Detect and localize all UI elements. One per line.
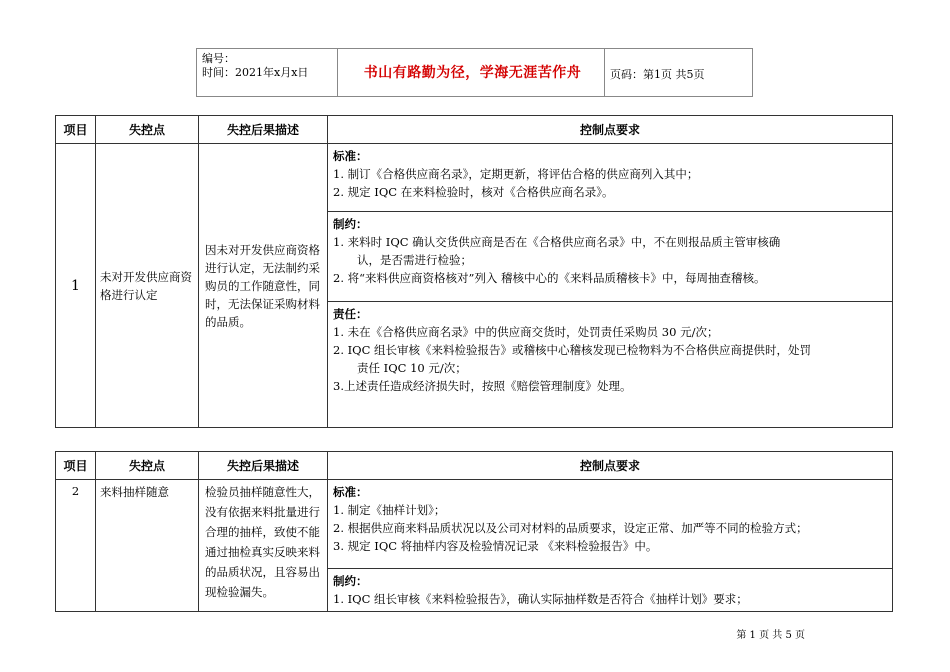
consequence-cell [199, 144, 328, 428]
control-table-1 [55, 115, 893, 428]
col-header-consequence: 失控后果描述 [199, 116, 328, 144]
restrict-section [328, 212, 893, 302]
consequence-text: 检验员抽样随意性大，没有依据来料批量进行合理的抽样，致使不能通过抽检真实反映来料的品质状况，且容易出现检验漏失。 [205, 485, 320, 599]
standard-line: 2. 规定 IQC 在来料检验时，核对《合格供应商名录》。 [333, 185, 614, 199]
restrict-section [328, 569, 893, 612]
col-header-requirement: 控制点要求 [328, 452, 893, 480]
restrict-title: 制约： [333, 574, 368, 588]
document-time: 时间：2021年x月x日 [202, 66, 309, 79]
col-header-item: 项目 [56, 452, 96, 480]
col-header-control-point: 失控点 [96, 116, 199, 144]
header-meta [202, 52, 308, 80]
standard-title: 标准： [333, 149, 368, 163]
document-header [196, 48, 753, 97]
restrict-line: 1. 来料时 IQC 确认交货供应商是否在《合格供应商名录》中，不在则报品质主管审核确 [333, 235, 781, 249]
header-motto: 书山有路勤为径，学海无涯苦作舟 [363, 65, 582, 81]
responsibility-line: 责任 IQC 10 元/次； [357, 361, 467, 375]
page-footer: 第 1 页 共 5 页 [736, 630, 805, 641]
col-header-control-point: 失控点 [96, 452, 199, 480]
standard-line: 3. 规定 IQC 将抽样内容及检验情况记录 《来料检验报告》中。 [333, 539, 658, 553]
standard-section [328, 144, 893, 212]
header-divider [196, 49, 197, 96]
restrict-line: 2. 将“来料供应商资格核对”列入 稽核中心的《来料品质稽核卡》中，每周抽查稽核。 [333, 271, 766, 285]
standard-section [328, 480, 893, 569]
col-header-requirement: 控制点要求 [328, 116, 893, 144]
responsibility-line: 1. 未在《合格供应商名录》中的供应商交货时，处罚责任采购员 30 元/次； [333, 325, 719, 339]
standard-line: 2. 根据供应商来料品质状况以及公司对材料的品质要求，设定正常、加严等不同的检验方式； [333, 521, 808, 535]
col-header-consequence: 失控后果描述 [199, 452, 328, 480]
restrict-line: 1. IQC 组长审核《来料检验报告》，确认实际抽样数是否符合《抽样计划》要求； [333, 592, 748, 606]
header-page-number: 页码：第1页 共5页 [610, 68, 705, 81]
header-divider [604, 49, 605, 96]
responsibility-title: 责任： [333, 307, 368, 321]
control-table-2 [55, 451, 893, 612]
responsibility-line: 2. IQC 组长审核《来料检验报告》或稽核中心稽核发现已检物料为不合格供应商提供时，处罚 [333, 343, 812, 357]
control-point: 未对开发供应商资格进行认定 [96, 144, 199, 428]
consequence-text: 因未对开发供应商资格进行认定，无法制约采购员的工作随意性，同时，无法保证采购材料的品质。 [205, 242, 320, 329]
item-number: 2 [56, 480, 96, 612]
header-divider [752, 49, 753, 96]
header-divider [337, 49, 338, 96]
restrict-line: 认，是否需进行检验； [357, 253, 472, 267]
document-number: 编号： [202, 52, 235, 65]
control-point: 来料抽样随意 [96, 480, 199, 612]
standard-title: 标准： [333, 485, 368, 499]
standard-line: 1. 制定《抽样计划》； [333, 503, 446, 517]
item-number: 1 [56, 144, 96, 428]
col-header-item: 项目 [56, 116, 96, 144]
responsibility-line: 3.上述责任造成经济损失时，按照《赔偿管理制度》处理。 [333, 379, 632, 393]
restrict-title: 制约： [333, 217, 368, 231]
standard-line: 1. 制订《合格供应商名录》，定期更新，将评估合格的供应商列入其中； [333, 167, 699, 181]
consequence-cell [199, 480, 328, 612]
responsibility-section [328, 302, 893, 428]
